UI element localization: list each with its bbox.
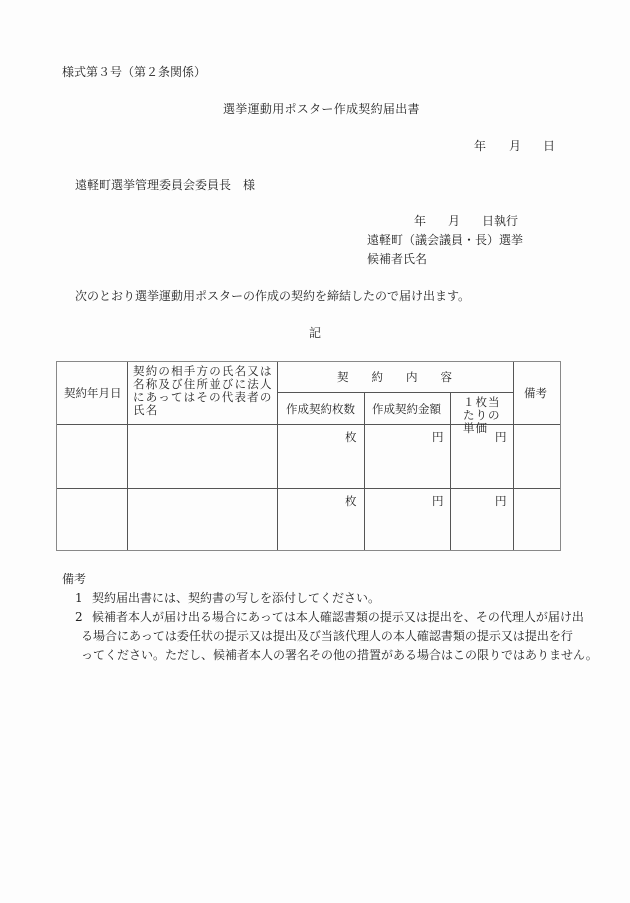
election-execution-date	[414, 215, 518, 227]
ki-heading: 記	[309, 326, 322, 340]
row2-amount-unit: 円	[432, 494, 444, 508]
note-text-continued: る場合にあっては委任状の提示又は提出及び当該代理人の本人確認書類の提示又は提出を行	[81, 629, 573, 643]
row1-amount-unit: 円	[432, 430, 444, 444]
table-divider	[277, 362, 278, 550]
table-divider	[450, 393, 451, 550]
header-amount: 作成契約金額	[372, 402, 441, 416]
row1-quantity-unit: 枚	[345, 430, 357, 444]
document-title: 選挙運動用ポスター作成契約届出書	[223, 102, 420, 116]
note-number: 2	[75, 610, 83, 624]
row2-counterparty[interactable]	[131, 492, 273, 546]
exec-year: 年	[414, 214, 427, 228]
submission-month: 月	[509, 139, 522, 153]
header-contract-content: 契 約 内 容	[337, 370, 452, 384]
table-divider	[513, 362, 514, 550]
addressee: 遠軽町選挙管理委員会委員長 様	[75, 178, 256, 192]
header-unit-price: １枚当たりの単価	[463, 395, 501, 435]
note-text-continued: ってください。ただし、候補者本人の署名その他の措置がある場合はこの限りではありません。	[81, 648, 598, 662]
header-contract-date: 契約年月日	[64, 386, 122, 400]
form-number: 様式第３号（第２条関係）	[62, 65, 207, 79]
contract-table	[56, 361, 561, 551]
note-number: 1	[75, 591, 83, 605]
candidate-name-label: 候補者氏名	[367, 252, 428, 266]
header-remarks: 備考	[524, 386, 547, 400]
note-item	[75, 611, 584, 623]
row1-contract-date[interactable]	[61, 428, 123, 484]
row2-contract-date[interactable]	[61, 492, 123, 546]
table-divider	[277, 392, 513, 393]
table-divider	[57, 488, 560, 489]
row2-remarks[interactable]	[517, 492, 557, 546]
row2-unit-price-unit: 円	[495, 494, 507, 508]
intro-statement: 次のとおり選挙運動用ポスターの作成の契約を締結したので届け出ます。	[75, 289, 471, 303]
submission-date	[474, 140, 555, 152]
table-divider	[364, 393, 365, 550]
row1-unit-price-unit: 円	[495, 430, 507, 444]
row1-counterparty[interactable]	[131, 428, 273, 484]
election-name: 遠軽町（議会議員・長）選挙	[367, 233, 524, 247]
table-divider	[127, 362, 128, 550]
submission-day: 日	[543, 139, 556, 153]
exec-month: 月	[448, 214, 461, 228]
header-counterparty: 契約の相手方の氏名又は名称及び住所並びに法人にあってはその代表者の氏名	[133, 364, 273, 417]
exec-day: 日執行	[482, 214, 519, 228]
note-item	[75, 592, 380, 604]
row2-quantity-unit: 枚	[345, 494, 357, 508]
note-text: 契約届出書には、契約書の写しを添付してください。	[92, 591, 381, 605]
notes-title: 備考	[62, 572, 87, 586]
row1-remarks[interactable]	[517, 428, 557, 484]
note-text: 候補者本人が届け出る場合にあっては本人確認書類の提示又は提出を、その代理人が届け出	[92, 610, 584, 624]
header-quantity: 作成契約枚数	[286, 402, 355, 416]
submission-year: 年	[474, 139, 487, 153]
